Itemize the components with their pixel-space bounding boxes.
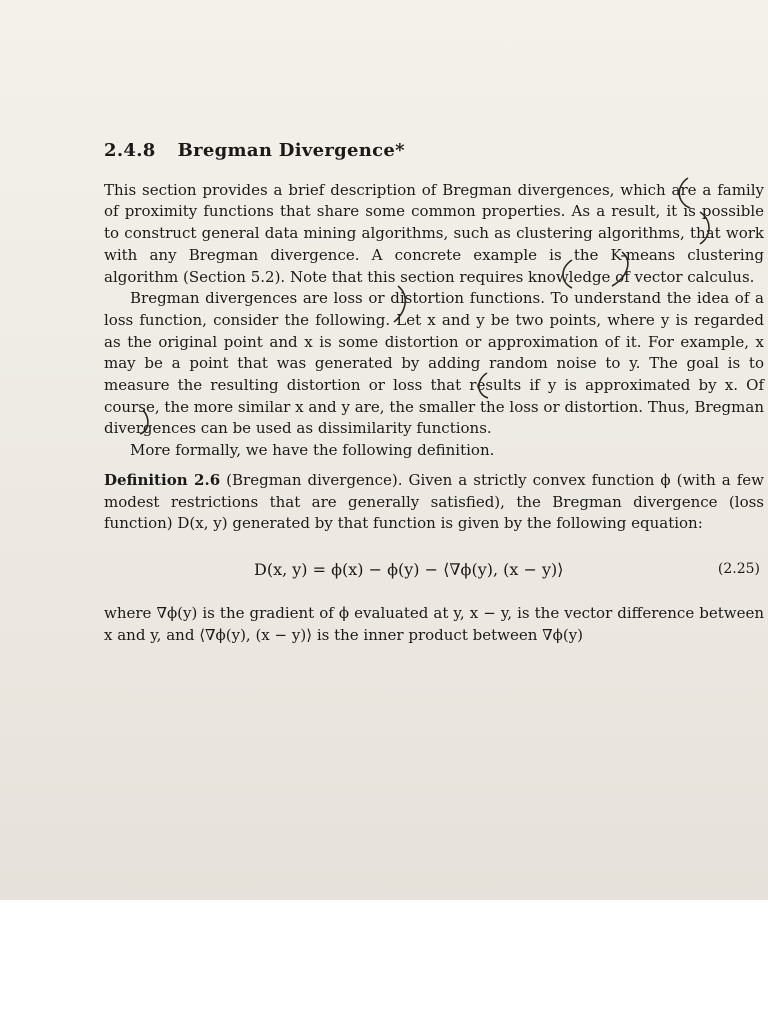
paragraph-intro: This section provides a brief description of Bregman divergences, which are a family of proximity functions that share some common properties. As a result, it is possible to construct general data mining algorithms, such as clustering algorithms, that work with any Bregman divergence. A concrete example is the K-means clustering algorithm (Section 5.2). Note that this section requires knowledge of vector calculus. (104, 180, 764, 286)
equation-number: (2.25) (717, 560, 760, 577)
section-title: Bregman Divergence* (177, 140, 405, 161)
paragraph-formal: More formally, we have the following definition. (130, 441, 495, 460)
section-heading (104, 140, 764, 162)
definition-block (104, 470, 764, 535)
page-content (104, 140, 764, 646)
definition-label: Definition 2.6 (104, 470, 221, 489)
equation-text: D(x, y) = ϕ(x) − ϕ(y) − ⟨∇ϕ(y), (x − y)⟩ (254, 559, 564, 579)
paragraph-loss-functions: Bregman divergences are loss or distortion functions. To understand the idea of a loss function, consider the following. Let x and y be two points, where y is regarded as the original point and x is some distortion or approximation of it. For example, x may be a point that was generated by adding random noise to y. The goal is to measure the resulting distortion or loss that results if y is approximated by x. Of course, the more similar x and y are, the smaller the loss or distortion. Thus, Bregman divergences can be used as dissimilarity functions. (104, 289, 764, 438)
equation-2-25 (104, 557, 764, 585)
definition-body: Given a strictly convex function ϕ (with a few modest restrictions that are generally satisfied), the Bregman divergence (loss function) D(x, y) generated by that function is given by the following equation: (104, 470, 764, 533)
section-number: 2.4.8 (104, 140, 156, 161)
paragraph-after-equation: where ∇ϕ(y) is the gradient of ϕ evaluated at y, x − y, is the vector difference between x and y, and ⟨∇ϕ(y), (x − y)⟩ is the inner product between ∇ϕ(y) (104, 603, 764, 644)
definition-name: (Bregman divergence). (226, 470, 403, 489)
